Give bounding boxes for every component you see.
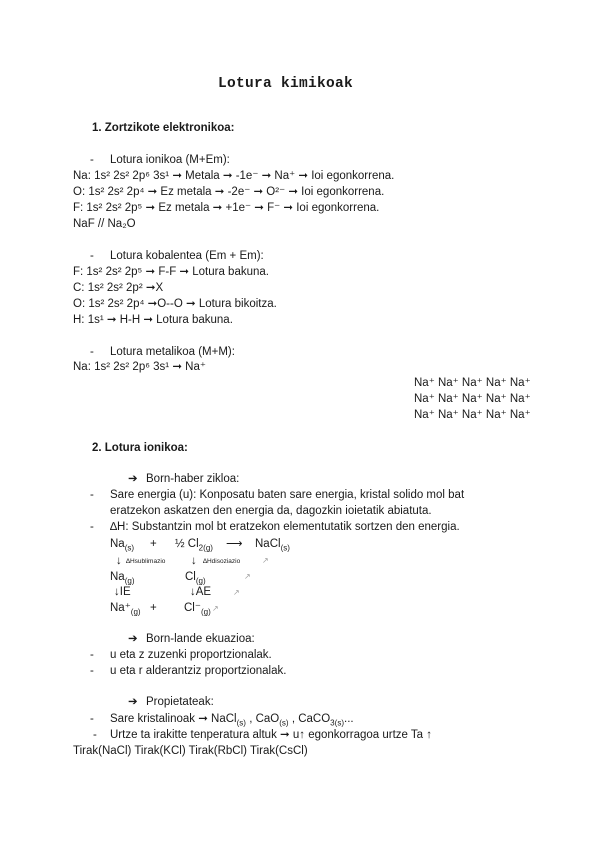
bullet-dash: - (90, 154, 94, 166)
lattice-energy-def-2: eratzekon askatzen den energia da, dagozkin ioietatik abiatuta. (110, 505, 432, 517)
ionization-energy-step: ↓IE (114, 586, 131, 598)
down-arrow-icon: ↓ (116, 555, 122, 567)
diagonal-arrow-icon: ↗ (212, 604, 219, 613)
diagonal-arrow-icon: ↗ (262, 556, 269, 565)
diagonal-arrow-icon: ↗ (244, 572, 251, 581)
sublimation-label: ∆Hsublimazio (126, 558, 166, 565)
diagonal-arrow-icon: ↗ (233, 588, 240, 597)
covalent-line-c: C: 1s² 2s² 2p² ➞X (73, 282, 164, 294)
born-lande-point-1: u eta z zuzenki proportzionalak. (110, 649, 272, 661)
na-lattice-row-2: Na⁺ Na⁺ Na⁺ Na⁺ Na⁺ (414, 393, 531, 405)
bullet-dash: - (90, 489, 94, 501)
cycle-cl-ion: $Cl^-_{(g)}$ (184, 602, 211, 617)
crystal-lattice-examples: Sare kristalinoak ➞ NaCl$_{(s)}$ , CaO$_{(s)}$ , CaCO$_{3(s)}$... (110, 713, 354, 728)
na-lattice-row-3: Na⁺ Na⁺ Na⁺ Na⁺ Na⁺ (414, 409, 531, 421)
ionic-line-na: Na: 1s² 2s² 2p⁶ 3s¹ ➞ Metala ➞ -1e⁻ ➞ Na⁺ ➞ Ioi egonkorrena. (73, 170, 395, 182)
bullet-dash: - (93, 729, 97, 741)
melting-point-note: Urtze ta irakitte tenperatura altuk ➞ u↑ egonkorragoa urtze Ta ↑ (110, 729, 433, 741)
born-lande-title: Born-lande ekuazioa: (146, 633, 255, 645)
cycle-cl-gas: $Cl_{(g)}$ (185, 571, 206, 586)
born-haber-title: Born-haber zikloa: (146, 473, 240, 485)
bullet-dash: - (90, 649, 94, 661)
na-lattice-row-1: Na⁺ Na⁺ Na⁺ Na⁺ Na⁺ (414, 377, 531, 389)
cycle-na-ion: $Na^+_{(g)}$ (110, 602, 141, 617)
bullet-dash: - (90, 346, 94, 358)
page-title: Lotura kimikoak (218, 76, 354, 92)
cycle-na-solid: $Na_{(s)}$ (110, 538, 135, 553)
cycle-reaction-arrow: ⟶ (226, 538, 243, 550)
lattice-energy-def-1: Sare energia (u): Konposatu baten sare energia, kristal solido mol bat (110, 489, 465, 501)
arrow-bullet-icon: ➔ (128, 633, 138, 645)
ionic-bond-bullet: Lotura ionikoa (M+Em): (110, 154, 230, 166)
section-1-heading: 1. Zortzikote elektronikoa: (92, 122, 235, 134)
electron-affinity-step: ↓AE (190, 586, 212, 598)
arrow-bullet-icon: ➔ (128, 696, 138, 708)
cycle-cl2-gas: ½ $Cl_{2(g)}$ (175, 538, 213, 553)
properties-title: Propietateak: (146, 696, 214, 708)
dissociation-label: ∆Hdisoziazio (203, 558, 241, 565)
cycle-na-gas: $Na_{(g)}$ (110, 571, 135, 586)
ionic-line-examples: NaF // Na₂O (73, 218, 136, 230)
down-arrow-icon: ↓ (191, 555, 197, 567)
cycle-nacl-solid: NaCl$_{(s)}$ (255, 538, 290, 553)
tirak-series: Tirak(NaCl) Tirak(KCl) Tirak(RbCl) Tirak(CsCl) (73, 745, 308, 757)
bullet-dash: - (90, 665, 94, 677)
ionic-line-o: O: 1s² 2s² 2p⁴ ➞ Ez metala ➞ -2e⁻ ➞ O²⁻ ➞ Ioi egonkorrena. (73, 186, 385, 198)
bullet-dash: - (90, 250, 94, 262)
bullet-dash: - (90, 713, 94, 725)
cycle-plus: + (150, 602, 157, 614)
covalent-line-o: O: 1s² 2s² 2p⁴ ➞O--O ➞ Lotura bikoitza. (73, 298, 277, 310)
cycle-plus: + (150, 538, 157, 550)
born-lande-point-2: u eta r alderantziz proportzionalak. (110, 665, 287, 677)
section-2-heading: 2. Lotura ionikoa: (92, 442, 188, 454)
covalent-line-h: H: 1s¹ ➞ H-H ➞ Lotura bakuna. (73, 314, 233, 326)
metallic-bond-bullet: Lotura metalikoa (M+M): (110, 346, 235, 358)
metallic-line-na: Na: 1s² 2s² 2p⁶ 3s¹ ➞ Na⁺ (73, 361, 206, 373)
arrow-bullet-icon: ➔ (128, 473, 138, 485)
covalent-bond-bullet: Lotura kobalentea (Em + Em): (110, 250, 264, 262)
bullet-dash: - (90, 521, 94, 533)
enthalpy-def: ∆H: Substantzin mol bt eratzekon elementutatik sortzen den energia. (110, 521, 460, 533)
ionic-line-f: F: 1s² 2s² 2p⁵ ➞ Ez metala ➞ +1e⁻ ➞ F⁻ ➞ Ioi egonkorrena. (73, 202, 380, 214)
covalent-line-f: F: 1s² 2s² 2p⁵ ➞ F-F ➞ Lotura bakuna. (73, 266, 269, 278)
